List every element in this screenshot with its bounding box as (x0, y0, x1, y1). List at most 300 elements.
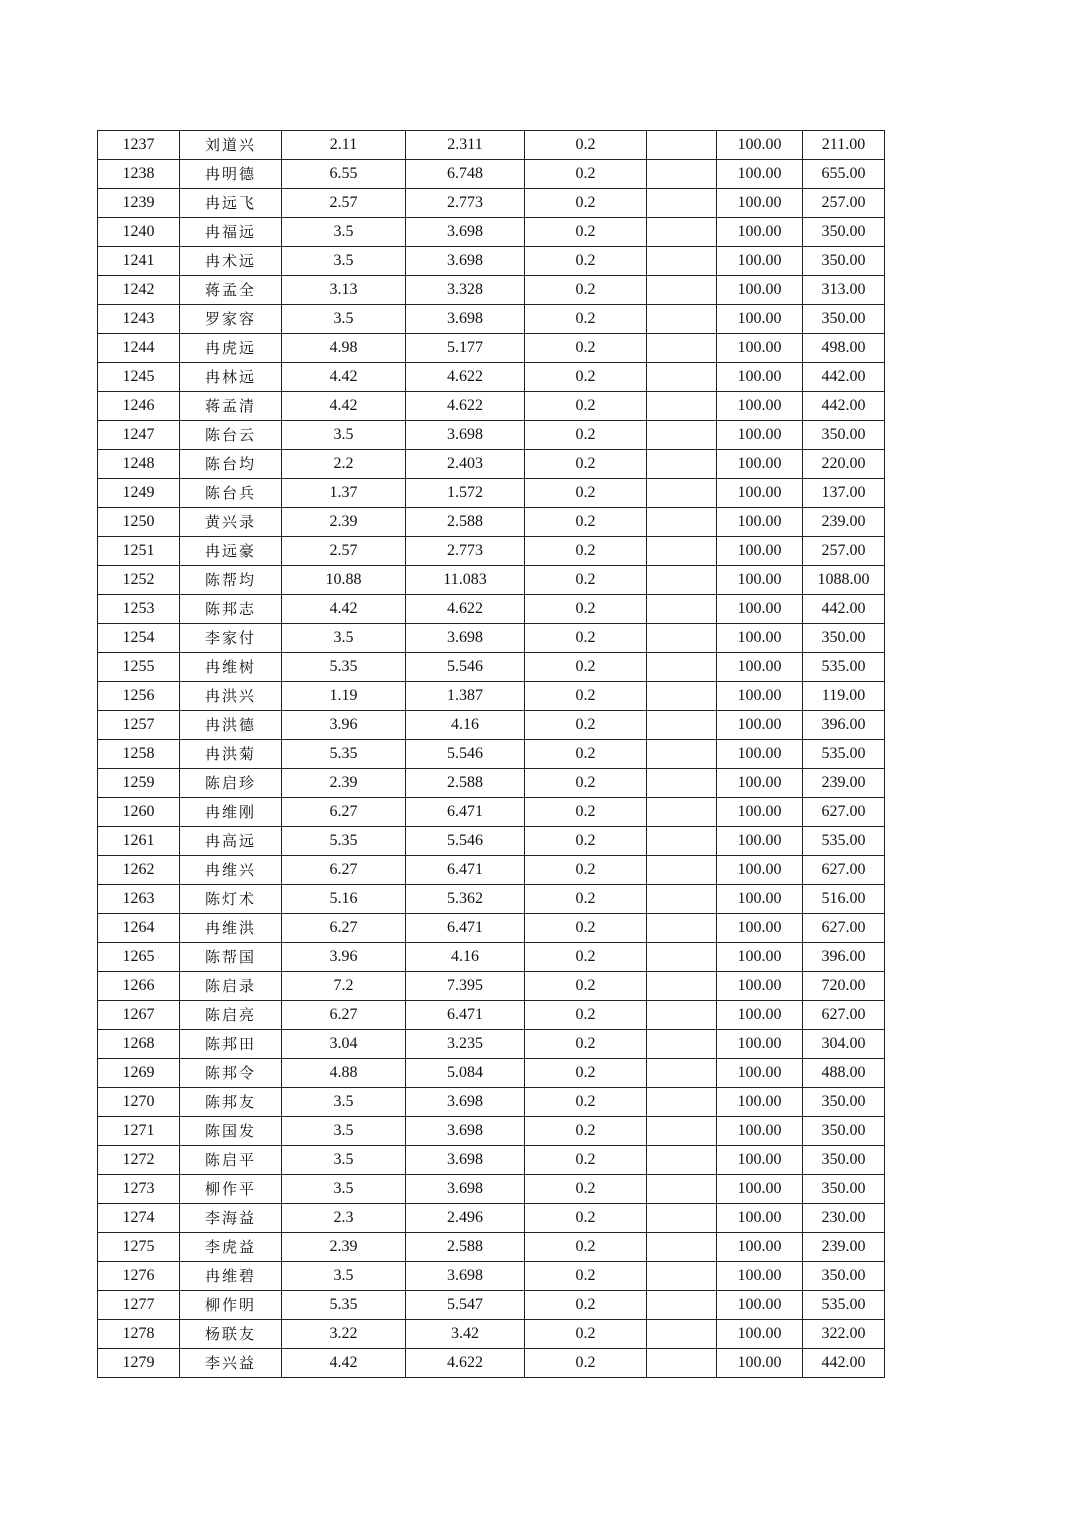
price-cell: 100.00 (717, 711, 803, 740)
rate-cell: 0.2 (525, 1059, 647, 1088)
price-cell: 100.00 (717, 508, 803, 537)
table-row (98, 943, 885, 972)
amount-cell: 239.00 (803, 1233, 885, 1262)
value-a-cell: 3.5 (282, 1262, 406, 1291)
amount-cell: 211.00 (803, 131, 885, 160)
value-b-cell: 3.698 (406, 421, 525, 450)
table-row (98, 1117, 885, 1146)
value-a-cell: 2.2 (282, 450, 406, 479)
amount-cell: 220.00 (803, 450, 885, 479)
serial-cell: 1261 (98, 827, 180, 856)
blank-cell (647, 1204, 717, 1233)
name-cell: 陈启亮 (180, 1001, 282, 1030)
blank-cell (647, 769, 717, 798)
name-cell: 冉虎远 (180, 334, 282, 363)
serial-cell: 1269 (98, 1059, 180, 1088)
value-b-cell: 6.471 (406, 856, 525, 885)
serial-cell: 1274 (98, 1204, 180, 1233)
blank-cell (647, 1349, 717, 1378)
amount-cell: 627.00 (803, 798, 885, 827)
blank-cell (647, 566, 717, 595)
name-cell: 蒋孟全 (180, 276, 282, 305)
value-b-cell: 4.16 (406, 943, 525, 972)
rate-cell: 0.2 (525, 189, 647, 218)
table-row (98, 624, 885, 653)
blank-cell (647, 479, 717, 508)
name-cell: 冉洪兴 (180, 682, 282, 711)
blank-cell (647, 914, 717, 943)
value-b-cell: 2.773 (406, 189, 525, 218)
value-b-cell: 2.588 (406, 1233, 525, 1262)
price-cell: 100.00 (717, 392, 803, 421)
value-b-cell: 6.471 (406, 798, 525, 827)
price-cell: 100.00 (717, 624, 803, 653)
price-cell: 100.00 (717, 1059, 803, 1088)
name-cell: 陈帮均 (180, 566, 282, 595)
value-a-cell: 5.35 (282, 827, 406, 856)
rate-cell: 0.2 (525, 218, 647, 247)
name-cell: 冉明德 (180, 160, 282, 189)
name-cell: 冉维碧 (180, 1262, 282, 1291)
value-a-cell: 4.42 (282, 392, 406, 421)
table-row (98, 566, 885, 595)
value-b-cell: 3.698 (406, 247, 525, 276)
blank-cell (647, 450, 717, 479)
table-row (98, 885, 885, 914)
serial-cell: 1243 (98, 305, 180, 334)
value-a-cell: 3.5 (282, 247, 406, 276)
price-cell: 100.00 (717, 334, 803, 363)
table-row (98, 682, 885, 711)
serial-cell: 1250 (98, 508, 180, 537)
rate-cell: 0.2 (525, 305, 647, 334)
value-a-cell: 10.88 (282, 566, 406, 595)
value-a-cell: 3.5 (282, 1088, 406, 1117)
table-row (98, 1291, 885, 1320)
name-cell: 李海益 (180, 1204, 282, 1233)
name-cell: 冉洪德 (180, 711, 282, 740)
amount-cell: 137.00 (803, 479, 885, 508)
rate-cell: 0.2 (525, 769, 647, 798)
rate-cell: 0.2 (525, 1204, 647, 1233)
value-b-cell: 2.311 (406, 131, 525, 160)
table-row (98, 189, 885, 218)
price-cell: 100.00 (717, 1117, 803, 1146)
name-cell: 冉维兴 (180, 856, 282, 885)
value-b-cell: 3.698 (406, 1175, 525, 1204)
table-row (98, 1059, 885, 1088)
price-cell: 100.00 (717, 363, 803, 392)
amount-cell: 350.00 (803, 247, 885, 276)
amount-cell: 627.00 (803, 856, 885, 885)
blank-cell (647, 943, 717, 972)
amount-cell: 350.00 (803, 1117, 885, 1146)
price-cell: 100.00 (717, 1204, 803, 1233)
amount-cell: 239.00 (803, 508, 885, 537)
table-row (98, 1204, 885, 1233)
rate-cell: 0.2 (525, 827, 647, 856)
blank-cell (647, 798, 717, 827)
value-a-cell: 3.04 (282, 1030, 406, 1059)
blank-cell (647, 421, 717, 450)
name-cell: 冉维树 (180, 653, 282, 682)
rate-cell: 0.2 (525, 798, 647, 827)
table-row (98, 334, 885, 363)
value-b-cell: 11.083 (406, 566, 525, 595)
name-cell: 陈邦友 (180, 1088, 282, 1117)
rate-cell: 0.2 (525, 943, 647, 972)
amount-cell: 350.00 (803, 421, 885, 450)
serial-cell: 1275 (98, 1233, 180, 1262)
rate-cell: 0.2 (525, 450, 647, 479)
amount-cell: 350.00 (803, 1146, 885, 1175)
blank-cell (647, 1030, 717, 1059)
value-b-cell: 1.572 (406, 479, 525, 508)
amount-cell: 535.00 (803, 827, 885, 856)
table-row (98, 1146, 885, 1175)
amount-cell: 257.00 (803, 537, 885, 566)
name-cell: 陈国发 (180, 1117, 282, 1146)
table-row (98, 798, 885, 827)
serial-cell: 1240 (98, 218, 180, 247)
value-a-cell: 3.5 (282, 624, 406, 653)
table-row (98, 276, 885, 305)
price-cell: 100.00 (717, 856, 803, 885)
price-cell: 100.00 (717, 1262, 803, 1291)
blank-cell (647, 885, 717, 914)
value-a-cell: 6.27 (282, 798, 406, 827)
table-row (98, 1233, 885, 1262)
value-a-cell: 2.3 (282, 1204, 406, 1233)
value-b-cell: 3.42 (406, 1320, 525, 1349)
name-cell: 陈启珍 (180, 769, 282, 798)
amount-cell: 535.00 (803, 653, 885, 682)
serial-cell: 1268 (98, 1030, 180, 1059)
value-b-cell: 4.622 (406, 1349, 525, 1378)
blank-cell (647, 392, 717, 421)
rate-cell: 0.2 (525, 421, 647, 450)
name-cell: 杨联友 (180, 1320, 282, 1349)
serial-cell: 1273 (98, 1175, 180, 1204)
value-b-cell: 5.362 (406, 885, 525, 914)
amount-cell: 350.00 (803, 305, 885, 334)
serial-cell: 1276 (98, 1262, 180, 1291)
name-cell: 陈台云 (180, 421, 282, 450)
value-a-cell: 6.55 (282, 160, 406, 189)
value-a-cell: 3.5 (282, 1146, 406, 1175)
table-row (98, 1349, 885, 1378)
value-b-cell: 5.546 (406, 740, 525, 769)
name-cell: 陈灯术 (180, 885, 282, 914)
price-cell: 100.00 (717, 653, 803, 682)
blank-cell (647, 247, 717, 276)
blank-cell (647, 1233, 717, 1262)
amount-cell: 322.00 (803, 1320, 885, 1349)
rate-cell: 0.2 (525, 1030, 647, 1059)
blank-cell (647, 1146, 717, 1175)
name-cell: 冉远豪 (180, 537, 282, 566)
blank-cell (647, 653, 717, 682)
blank-cell (647, 1088, 717, 1117)
serial-cell: 1277 (98, 1291, 180, 1320)
blank-cell (647, 537, 717, 566)
blank-cell (647, 1320, 717, 1349)
table-row (98, 363, 885, 392)
serial-cell: 1242 (98, 276, 180, 305)
blank-cell (647, 334, 717, 363)
value-a-cell: 6.27 (282, 856, 406, 885)
name-cell: 李兴益 (180, 1349, 282, 1378)
rate-cell: 0.2 (525, 479, 647, 508)
price-cell: 100.00 (717, 276, 803, 305)
blank-cell (647, 1291, 717, 1320)
value-b-cell: 2.773 (406, 537, 525, 566)
value-b-cell: 5.546 (406, 653, 525, 682)
price-cell: 100.00 (717, 1320, 803, 1349)
serial-cell: 1251 (98, 537, 180, 566)
table-row (98, 856, 885, 885)
amount-cell: 304.00 (803, 1030, 885, 1059)
serial-cell: 1253 (98, 595, 180, 624)
table-row (98, 421, 885, 450)
value-b-cell: 4.16 (406, 711, 525, 740)
amount-cell: 627.00 (803, 1001, 885, 1030)
table-row (98, 247, 885, 276)
amount-cell: 396.00 (803, 711, 885, 740)
amount-cell: 442.00 (803, 392, 885, 421)
value-a-cell: 7.2 (282, 972, 406, 1001)
serial-cell: 1245 (98, 363, 180, 392)
amount-cell: 535.00 (803, 1291, 885, 1320)
rate-cell: 0.2 (525, 247, 647, 276)
rate-cell: 0.2 (525, 508, 647, 537)
serial-cell: 1260 (98, 798, 180, 827)
value-a-cell: 2.39 (282, 1233, 406, 1262)
value-b-cell: 3.698 (406, 1117, 525, 1146)
amount-cell: 350.00 (803, 1175, 885, 1204)
amount-cell: 313.00 (803, 276, 885, 305)
rate-cell: 0.2 (525, 1233, 647, 1262)
price-cell: 100.00 (717, 682, 803, 711)
name-cell: 陈邦令 (180, 1059, 282, 1088)
price-cell: 100.00 (717, 943, 803, 972)
blank-cell (647, 131, 717, 160)
price-cell: 100.00 (717, 1291, 803, 1320)
price-cell: 100.00 (717, 189, 803, 218)
table-row (98, 769, 885, 798)
name-cell: 陈台均 (180, 450, 282, 479)
blank-cell (647, 508, 717, 537)
name-cell: 黄兴录 (180, 508, 282, 537)
value-a-cell: 4.42 (282, 595, 406, 624)
rate-cell: 0.2 (525, 537, 647, 566)
serial-cell: 1255 (98, 653, 180, 682)
value-a-cell: 3.5 (282, 218, 406, 247)
value-b-cell: 5.084 (406, 1059, 525, 1088)
table-row (98, 711, 885, 740)
value-b-cell: 6.748 (406, 160, 525, 189)
name-cell: 李家付 (180, 624, 282, 653)
blank-cell (647, 1175, 717, 1204)
table-row (98, 305, 885, 334)
rate-cell: 0.2 (525, 1262, 647, 1291)
table-row (98, 131, 885, 160)
table-row (98, 1320, 885, 1349)
value-b-cell: 4.622 (406, 595, 525, 624)
value-b-cell: 3.698 (406, 1088, 525, 1117)
serial-cell: 1258 (98, 740, 180, 769)
name-cell: 冉洪菊 (180, 740, 282, 769)
value-a-cell: 3.5 (282, 421, 406, 450)
table-row (98, 1262, 885, 1291)
blank-cell (647, 711, 717, 740)
value-b-cell: 5.546 (406, 827, 525, 856)
value-b-cell: 7.395 (406, 972, 525, 1001)
table-row (98, 508, 885, 537)
price-cell: 100.00 (717, 131, 803, 160)
name-cell: 冉维洪 (180, 914, 282, 943)
serial-cell: 1252 (98, 566, 180, 595)
serial-cell: 1247 (98, 421, 180, 450)
value-a-cell: 4.42 (282, 1349, 406, 1378)
value-a-cell: 4.88 (282, 1059, 406, 1088)
price-cell: 100.00 (717, 1030, 803, 1059)
value-b-cell: 4.622 (406, 363, 525, 392)
name-cell: 陈帮国 (180, 943, 282, 972)
value-a-cell: 3.5 (282, 1117, 406, 1146)
blank-cell (647, 682, 717, 711)
price-cell: 100.00 (717, 595, 803, 624)
blank-cell (647, 305, 717, 334)
amount-cell: 442.00 (803, 1349, 885, 1378)
name-cell: 陈邦志 (180, 595, 282, 624)
amount-cell: 350.00 (803, 1088, 885, 1117)
name-cell: 陈邦田 (180, 1030, 282, 1059)
price-cell: 100.00 (717, 769, 803, 798)
name-cell: 陈启录 (180, 972, 282, 1001)
rate-cell: 0.2 (525, 624, 647, 653)
price-cell: 100.00 (717, 537, 803, 566)
serial-cell: 1244 (98, 334, 180, 363)
value-a-cell: 2.57 (282, 189, 406, 218)
name-cell: 李虎益 (180, 1233, 282, 1262)
value-a-cell: 2.57 (282, 537, 406, 566)
amount-cell: 488.00 (803, 1059, 885, 1088)
price-cell: 100.00 (717, 247, 803, 276)
name-cell: 冉林远 (180, 363, 282, 392)
rate-cell: 0.2 (525, 740, 647, 769)
amount-cell: 396.00 (803, 943, 885, 972)
serial-cell: 1265 (98, 943, 180, 972)
rate-cell: 0.2 (525, 856, 647, 885)
value-a-cell: 6.27 (282, 1001, 406, 1030)
serial-cell: 1262 (98, 856, 180, 885)
value-b-cell: 2.403 (406, 450, 525, 479)
table-row (98, 1175, 885, 1204)
name-cell: 柳作平 (180, 1175, 282, 1204)
name-cell: 刘道兴 (180, 131, 282, 160)
value-a-cell: 5.35 (282, 1291, 406, 1320)
value-a-cell: 5.35 (282, 740, 406, 769)
value-a-cell: 1.19 (282, 682, 406, 711)
value-a-cell: 1.37 (282, 479, 406, 508)
price-cell: 100.00 (717, 479, 803, 508)
price-cell: 100.00 (717, 450, 803, 479)
value-b-cell: 3.698 (406, 1146, 525, 1175)
rate-cell: 0.2 (525, 334, 647, 363)
rate-cell: 0.2 (525, 1175, 647, 1204)
price-cell: 100.00 (717, 305, 803, 334)
serial-cell: 1249 (98, 479, 180, 508)
rate-cell: 0.2 (525, 914, 647, 943)
table-row (98, 450, 885, 479)
name-cell: 柳作明 (180, 1291, 282, 1320)
blank-cell (647, 827, 717, 856)
blank-cell (647, 218, 717, 247)
data-table (97, 130, 885, 1378)
amount-cell: 720.00 (803, 972, 885, 1001)
rate-cell: 0.2 (525, 1001, 647, 1030)
value-b-cell: 1.387 (406, 682, 525, 711)
price-cell: 100.00 (717, 972, 803, 1001)
blank-cell (647, 595, 717, 624)
value-b-cell: 3.698 (406, 218, 525, 247)
blank-cell (647, 740, 717, 769)
serial-cell: 1239 (98, 189, 180, 218)
table-row (98, 1030, 885, 1059)
price-cell: 100.00 (717, 827, 803, 856)
value-a-cell: 4.42 (282, 363, 406, 392)
price-cell: 100.00 (717, 885, 803, 914)
price-cell: 100.00 (717, 1233, 803, 1262)
amount-cell: 350.00 (803, 624, 885, 653)
name-cell: 陈启平 (180, 1146, 282, 1175)
blank-cell (647, 160, 717, 189)
table-row (98, 392, 885, 421)
name-cell: 陈台兵 (180, 479, 282, 508)
value-b-cell: 5.177 (406, 334, 525, 363)
blank-cell (647, 1262, 717, 1291)
blank-cell (647, 363, 717, 392)
amount-cell: 498.00 (803, 334, 885, 363)
serial-cell: 1267 (98, 1001, 180, 1030)
price-cell: 100.00 (717, 798, 803, 827)
value-a-cell: 2.39 (282, 769, 406, 798)
amount-cell: 516.00 (803, 885, 885, 914)
rate-cell: 0.2 (525, 392, 647, 421)
price-cell: 100.00 (717, 1088, 803, 1117)
blank-cell (647, 189, 717, 218)
rate-cell: 0.2 (525, 972, 647, 1001)
table-row (98, 914, 885, 943)
value-b-cell: 3.698 (406, 624, 525, 653)
serial-cell: 1246 (98, 392, 180, 421)
value-a-cell: 4.98 (282, 334, 406, 363)
rate-cell: 0.2 (525, 160, 647, 189)
name-cell: 罗家容 (180, 305, 282, 334)
blank-cell (647, 1001, 717, 1030)
price-cell: 100.00 (717, 1175, 803, 1204)
value-a-cell: 3.5 (282, 305, 406, 334)
price-cell: 100.00 (717, 218, 803, 247)
value-b-cell: 3.235 (406, 1030, 525, 1059)
table-row (98, 537, 885, 566)
name-cell: 冉福远 (180, 218, 282, 247)
rate-cell: 0.2 (525, 1088, 647, 1117)
table-row (98, 1088, 885, 1117)
amount-cell: 239.00 (803, 769, 885, 798)
name-cell: 冉维刚 (180, 798, 282, 827)
